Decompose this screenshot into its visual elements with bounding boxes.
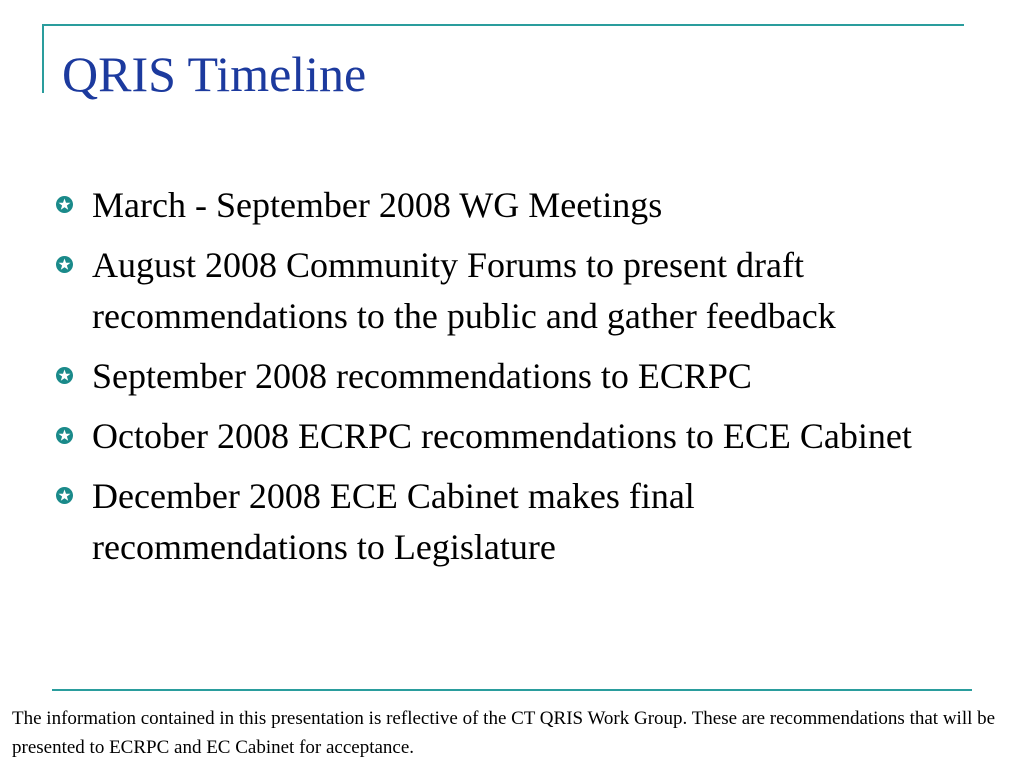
bullet-item	[56, 471, 956, 573]
bullet-item	[56, 411, 956, 462]
bullet-text: September 2008 recommendations to ECRPC	[92, 356, 752, 396]
bullet-text: October 2008 ECRPC recommendations to ECE Cabinet	[92, 416, 912, 456]
star-bullet-icon	[56, 367, 73, 384]
bullet-list	[56, 180, 956, 582]
bullet-item	[56, 240, 956, 342]
bullet-item	[56, 351, 956, 402]
title-top-rule	[42, 24, 964, 26]
star-bullet-icon	[56, 256, 73, 273]
bullet-item	[56, 180, 956, 231]
star-bullet-icon	[56, 427, 73, 444]
bullet-text: March - September 2008 WG Meetings	[92, 185, 663, 225]
title-left-rule	[42, 26, 44, 93]
bullet-text: August 2008 Community Forums to present draft recommendations to the public and gather feedback	[92, 245, 836, 336]
footer-rule	[52, 689, 972, 691]
star-bullet-icon	[56, 487, 73, 504]
footer-disclaimer: The information contained in this presentation is reflective of the CT QRIS Work Group. These are recommendations that will be presented to ECRPC and EC Cabinet for acceptance.	[12, 708, 996, 758]
bullet-text: December 2008 ECE Cabinet makes final recommendations to Legislature	[92, 476, 695, 567]
slide-title: QRIS Timeline	[62, 46, 367, 102]
star-bullet-icon	[56, 196, 73, 213]
